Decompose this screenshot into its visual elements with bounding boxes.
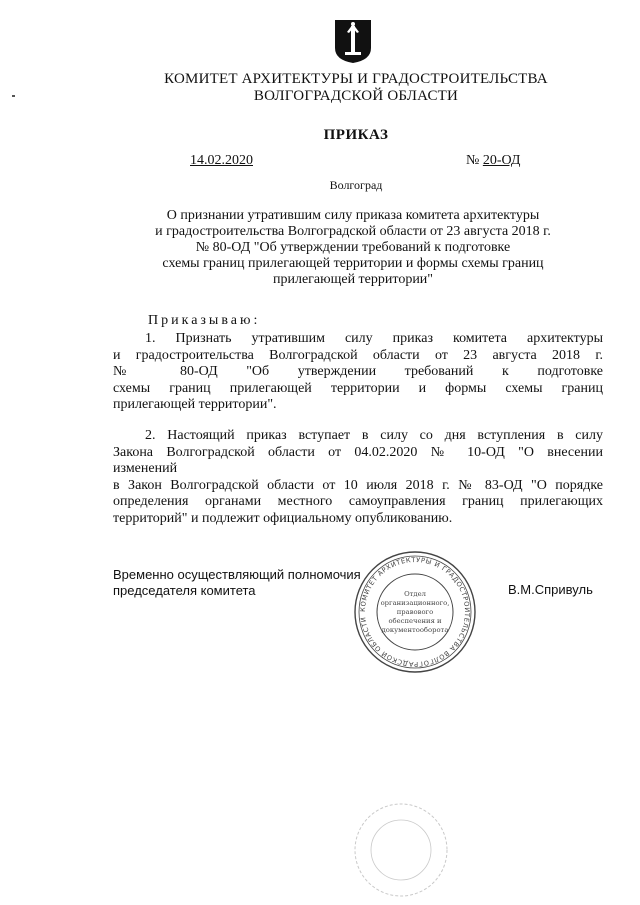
paragraph-line: схемы границ прилегающей территории и формы схемы границ <box>113 380 603 396</box>
subject-line: схемы границ прилегающей территории и формы схемы границ <box>162 256 544 271</box>
document-date: 14.02.2020 <box>190 153 253 168</box>
paragraph-line: 2. Настоящий приказ вступает в силу со дня вступления в силу <box>145 428 603 443</box>
seal-center-line: Отдел <box>404 590 426 598</box>
signer-position-line1: Временно осуществляющий полномочия <box>113 567 361 582</box>
seal-ring-text: КОМИТЕТ АРХИТЕКТУРЫ И ГРАДОСТРОИТЕЛЬСТВА ВОЛГОГРАДСКОЙ ОБЛАСТИ <box>358 555 472 669</box>
organization-name <box>150 71 562 105</box>
paragraph-line: 1. Признать утратившим силу приказ комитета архитектуры <box>145 331 603 346</box>
coat-of-arms-emblem <box>333 18 373 64</box>
number-value: 20-ОД <box>482 153 521 168</box>
orders-word: Приказываю: <box>148 313 261 328</box>
paragraph-line: изменений <box>113 461 178 476</box>
paragraph-1 <box>113 331 603 414</box>
paragraph-line: прилегающей территории". <box>113 397 277 412</box>
official-seal-stamp <box>351 548 479 676</box>
scan-artifact <box>12 95 15 97</box>
faint-seal-imprint <box>351 800 451 900</box>
seal-center-line: правового <box>396 608 434 616</box>
paragraph-line: в Закон Волгоградской области от 10 июля 2018 г. № 83-ОД "О порядке <box>113 477 603 493</box>
document-city: Волгоград <box>329 178 383 192</box>
seal-center-line: обеспечения и <box>388 617 442 625</box>
document-type: ПРИКАЗ <box>323 127 389 143</box>
seal-center-line: организационного, <box>380 599 450 607</box>
number-prefix: № <box>466 153 483 168</box>
seal-center-line: документооборота <box>381 626 449 634</box>
signer-position <box>113 567 361 599</box>
paragraph-line: и градостроительства Волгоградской области от 23 августа 2018 г. <box>113 347 603 363</box>
paragraph-2 <box>113 428 603 527</box>
document-subject <box>118 208 588 288</box>
paragraph-line: № 80-ОД "Об утверждении требований к подготовке <box>113 364 603 379</box>
signer-name: В.М.Спривуль <box>508 582 593 597</box>
paragraph-line: Закона Волгоградской области от 04.02.2020 № 10-ОД "О внесении <box>113 444 603 460</box>
document-number <box>466 153 520 169</box>
organization-name-line2: ВОЛГОГРАДСКОЙ ОБЛАСТИ <box>253 88 459 104</box>
paragraph-line: определения органами местного самоуправления границ прилегающих <box>113 494 603 509</box>
paragraph-line: территорий" и подлежит официальному опубликованию. <box>113 510 453 526</box>
subject-line: и градостроительства Волгоградской области от 23 августа 2018 г. <box>155 224 551 239</box>
subject-line: О признании утратившим силу приказа комитета архитектуры <box>166 208 540 223</box>
signer-position-line2: председателя комитета <box>113 583 256 598</box>
organization-name-line1: КОМИТЕТ АРХИТЕКТУРЫ И ГРАДОСТРОИТЕЛЬСТВА <box>164 71 548 87</box>
subject-line: прилегающей территории" <box>272 272 434 287</box>
subject-line: № 80-ОД "Об утверждении требований к подготовке <box>195 240 511 255</box>
